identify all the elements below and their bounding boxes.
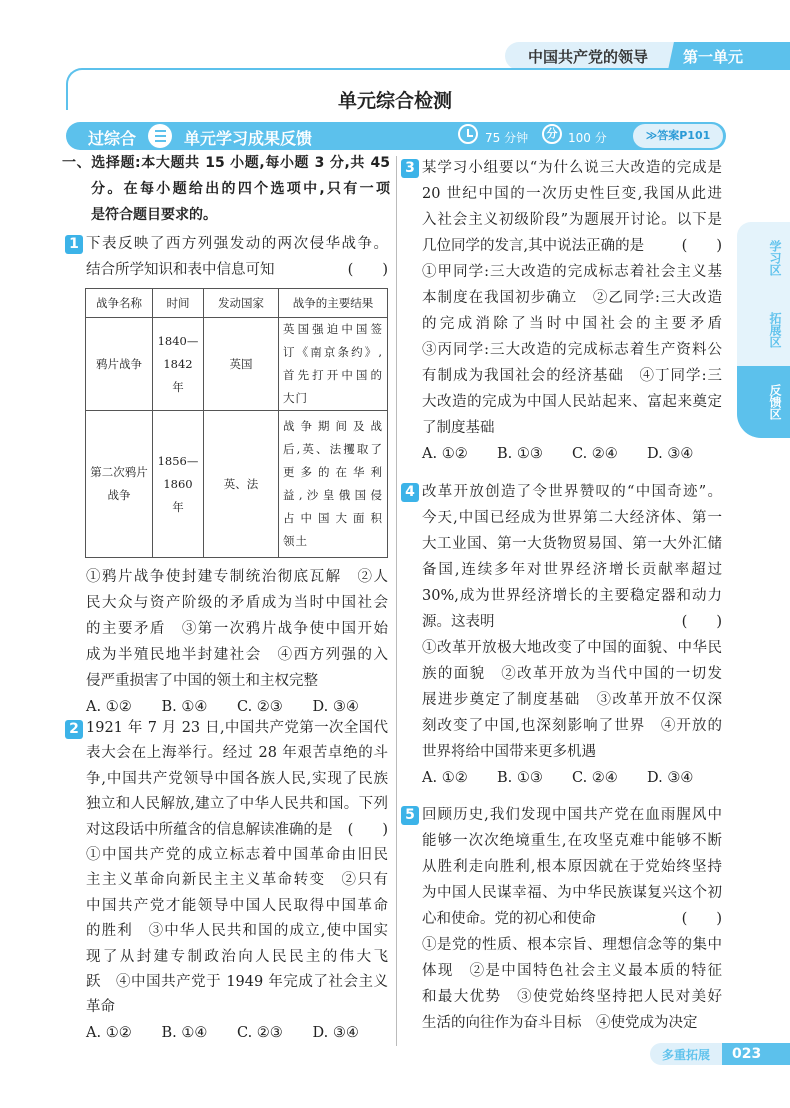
option-b[interactable]: B. ①③ bbox=[497, 770, 543, 786]
question-line bbox=[422, 609, 722, 635]
question-line: 族的面貌 ②改革开放为当代中国的一切发 bbox=[422, 666, 722, 682]
question-1-items bbox=[86, 564, 388, 720]
question-line: 表大会在上海举行。经过 28 年艰苦卓绝的斗 bbox=[86, 745, 388, 762]
table-header: 战争的主要结果 bbox=[279, 289, 388, 318]
question-line: ③丙同学:三大改造的完成标志着生产资料公 bbox=[422, 342, 722, 358]
footer-label: 多重拓展 bbox=[662, 1048, 711, 1062]
table-header-row bbox=[86, 289, 388, 318]
question-line: 侵严重损害了中国的领土和主权完整 bbox=[86, 673, 318, 689]
answer-page-link[interactable]: ≫答案P101 bbox=[632, 123, 724, 149]
question-line: 民大众与资产阶级的矛盾成为当时中国社会 bbox=[86, 595, 388, 611]
time-limit: 75 分钟 bbox=[485, 131, 529, 145]
question-line: 的胜利 ③中华人民共和国的成立,使中国实 bbox=[86, 923, 388, 940]
option-d[interactable]: D. ③④ bbox=[312, 699, 359, 715]
question-line: 和最大优势 ③使党始终坚持把人民对美好 bbox=[422, 989, 722, 1005]
question-line: 的主要矛盾 ③第一次鸦片战争使中国开始 bbox=[86, 621, 388, 637]
war-time: 1840—1842 年 bbox=[153, 318, 204, 411]
question-line: 体现 ②是中国特色社会主义最本质的特征 bbox=[422, 963, 722, 979]
question-line: 分。在每小题给出的四个选项中,只有一项 bbox=[91, 181, 390, 197]
result-line: 更多的在华利 bbox=[283, 465, 383, 479]
question-line: 一、选择题:本大题共 15 小题,每小题 3 分,共 45 bbox=[62, 155, 390, 171]
question-line: 为中国人民谋幸福、为中华民族谋复兴这个初 bbox=[422, 885, 722, 901]
line-text: 心和使命。党的初心和使命 bbox=[422, 911, 596, 927]
war-result bbox=[279, 411, 388, 558]
result-line: 英国强迫中国签 bbox=[283, 322, 383, 336]
question-line: 争,中国共产党领导中国各族人民,实现了民族 bbox=[86, 770, 388, 787]
question-line: 下表反映了西方列强发动的两次侵华战争。 bbox=[86, 236, 388, 252]
question-2 bbox=[69, 716, 388, 1046]
war-time: 1856—1860 年 bbox=[153, 411, 204, 558]
result-line: 订《南京条约》, bbox=[283, 345, 383, 359]
page-title: 单元综合检测 bbox=[337, 90, 452, 112]
war-country: 英国 bbox=[204, 318, 279, 411]
question-line: 是符合题目要求的。 bbox=[91, 207, 217, 223]
question-3 bbox=[405, 155, 722, 467]
war-name: 鸦片战争 bbox=[86, 318, 153, 411]
question-line: 生活的向往作为奋斗目标 ④使党成为决定 bbox=[422, 1015, 698, 1031]
question-line: ①甲同学:三大改造的完成标志着社会主义基 bbox=[422, 264, 722, 280]
question-line bbox=[422, 906, 722, 932]
question-line: 20 世纪中国的一次历史性巨变,我国从此进 bbox=[422, 186, 722, 202]
question-line: 1921 年 7 月 23 日,中国共产党第一次全国代 bbox=[86, 720, 388, 736]
question-line: ①中国共产党的成立标志着中国革命由旧民 bbox=[86, 846, 388, 863]
question-line: 30%,成为世界经济增长的主要稳定器和动力 bbox=[422, 588, 722, 604]
war-result bbox=[279, 318, 388, 411]
question-line: ①改革开放极大地改变了中国的面貌、中华民 bbox=[422, 640, 722, 656]
question-line: 改革开放创造了令世界赞叹的“中国奇迹”。 bbox=[422, 484, 722, 500]
section-heading bbox=[62, 150, 390, 228]
question-number-badge: 5 bbox=[401, 806, 419, 825]
banner-label: 过综合 bbox=[88, 129, 137, 148]
question-5 bbox=[405, 802, 722, 1036]
question-line: 某学习小组要以“为什么说三大改造的完成是 bbox=[422, 160, 722, 176]
war-table bbox=[85, 288, 388, 558]
answer-options bbox=[422, 765, 722, 791]
column-divider bbox=[396, 156, 397, 1046]
answer-bracket: ( ) bbox=[681, 911, 722, 927]
question-line: 展进步奠定了制度基础 ③改革开放不仅深 bbox=[422, 692, 722, 708]
line-text: 对这段话中所蕴含的信息解读准确的是 bbox=[86, 821, 333, 838]
question-line: 独立和人民解放,建立了中华人民共和国。下列 bbox=[86, 796, 388, 813]
question-line: 有制成为我国社会的经济基础 ④丁同学:三 bbox=[422, 368, 722, 384]
list-icon bbox=[148, 124, 172, 148]
result-line: 后,英、法攫取了 bbox=[283, 442, 383, 456]
answer-options bbox=[86, 1021, 388, 1046]
option-a[interactable]: A. ①② bbox=[422, 770, 468, 786]
side-tab-study[interactable]: 学习区 bbox=[737, 222, 790, 294]
option-c[interactable]: C. ②③ bbox=[237, 699, 283, 715]
question-line: 大改造的完成为中国人民站起来、富起来奠定 bbox=[422, 394, 722, 410]
table-header: 战争名称 bbox=[86, 289, 153, 318]
war-name: 第二次鸦片战争 bbox=[86, 411, 153, 558]
question-number-badge: 1 bbox=[65, 235, 83, 254]
war-country: 英、法 bbox=[204, 411, 279, 558]
option-a[interactable]: A. ①② bbox=[86, 699, 132, 715]
question-line: 世界将给中国带来更多机遇 bbox=[422, 744, 596, 760]
line-text: 几位同学的发言,其中说法正确的是 bbox=[422, 238, 645, 254]
question-line bbox=[422, 233, 722, 259]
question-line: 从胜利走向胜利,根本原因就在于党始终坚持 bbox=[422, 859, 722, 875]
question-4 bbox=[405, 479, 722, 791]
question-line: 的完成消除了当时中国社会的主要矛盾 bbox=[422, 316, 722, 332]
question-line: 能够一次次绝境重生,在攻坚克难中能够不断 bbox=[422, 833, 722, 849]
question-line: 刻改变了中国,也深刻影响了世界 ④开放的 bbox=[422, 718, 722, 734]
table-header: 发动国家 bbox=[204, 289, 279, 318]
question-number-badge: 3 bbox=[401, 159, 419, 178]
option-c[interactable]: C. ②④ bbox=[572, 446, 618, 462]
result-line: 战争期间及战 bbox=[283, 419, 383, 433]
table-row bbox=[86, 411, 388, 558]
option-b[interactable]: B. ①④ bbox=[161, 1024, 208, 1041]
side-tab-extend[interactable]: 拓展区 bbox=[737, 294, 790, 366]
question-line: 革命 bbox=[86, 999, 115, 1016]
result-line: 领土 bbox=[283, 534, 308, 548]
question-line: 今天,中国已经成为世界第二大经济体、第一 bbox=[422, 510, 722, 526]
page-number: 023 bbox=[722, 1043, 790, 1065]
question-line: 本制度在我国初步确立 ②乙同学:三大改造 bbox=[422, 290, 722, 306]
question-line: 大工业国、第一大货物贸易国、第一大外汇储 bbox=[422, 536, 722, 552]
answer-bracket: ( ) bbox=[347, 262, 388, 278]
question-line: 回顾历史,我们发现中国共产党在血雨腥风中 bbox=[422, 807, 722, 823]
result-line: 首先打开中国的 bbox=[283, 368, 383, 382]
question-line: 主主义革命向新民主主义革命转变 ②只有 bbox=[86, 872, 388, 889]
question-line bbox=[86, 818, 388, 843]
answer-bracket: ( ) bbox=[347, 821, 388, 838]
table-header: 时间 bbox=[153, 289, 204, 318]
question-number-badge: 4 bbox=[401, 483, 419, 502]
option-d[interactable]: D. ③④ bbox=[647, 446, 694, 462]
result-line: 大门 bbox=[283, 391, 308, 405]
question-number-badge: 2 bbox=[65, 720, 83, 739]
option-a[interactable]: A. ①② bbox=[86, 1024, 132, 1041]
option-a[interactable]: A. ①② bbox=[422, 446, 468, 462]
line-text: 源。这表明 bbox=[422, 614, 495, 630]
table-row bbox=[86, 318, 388, 411]
option-c[interactable]: C. ②④ bbox=[572, 770, 618, 786]
question-line: 跃 ④中国共产党于 1949 年完成了社会主义 bbox=[86, 973, 388, 990]
unit-title: 中国共产党的领导 bbox=[528, 48, 649, 66]
question-line: 入社会主义初级阶段”为题展开讨论。以下是 bbox=[422, 212, 722, 228]
score-icon: 分 bbox=[542, 124, 562, 144]
option-c[interactable]: C. ②③ bbox=[237, 1024, 283, 1041]
option-d[interactable]: D. ③④ bbox=[647, 770, 694, 786]
question-1-stem bbox=[69, 231, 388, 283]
total-score: 100 分 bbox=[568, 131, 607, 145]
result-line: 益,沙皇俄国侵 bbox=[283, 488, 383, 502]
result-line: 占中国大面积 bbox=[283, 511, 383, 525]
question-line: 备国,连续多年对世界经济增长贡献率超过 bbox=[422, 562, 722, 578]
line-text: 结合所学知识和表中信息可知 bbox=[86, 262, 275, 278]
question-line: 了制度基础 bbox=[422, 420, 495, 436]
option-b[interactable]: B. ①③ bbox=[497, 446, 543, 462]
banner-title: 单元学习成果反馈 bbox=[184, 129, 313, 148]
unit-label: 第一单元 bbox=[683, 48, 744, 66]
question-line: ①鸦片战争使封建专制统治彻底瓦解 ②人 bbox=[86, 569, 388, 585]
question-line: 现了从封建专制政治向人民民主的伟大飞 bbox=[86, 948, 388, 965]
question-line: 中国共产党才能领导中国人民取得中国革命 bbox=[86, 897, 388, 914]
side-tab-feedback[interactable]: 反馈区 bbox=[737, 366, 790, 438]
answer-bracket: ( ) bbox=[681, 614, 722, 630]
answer-options bbox=[422, 441, 722, 467]
option-b[interactable]: B. ①④ bbox=[161, 699, 208, 715]
option-d[interactable]: D. ③④ bbox=[312, 1024, 359, 1041]
question-line: ①是党的性质、根本宗旨、理想信念等的集中 bbox=[422, 937, 722, 953]
question-line: 成为半殖民地半封建社会 ④西方列强的入 bbox=[86, 647, 388, 663]
answer-bracket: ( ) bbox=[681, 238, 722, 254]
question-line bbox=[86, 257, 388, 283]
alarm-clock-icon bbox=[458, 124, 478, 144]
